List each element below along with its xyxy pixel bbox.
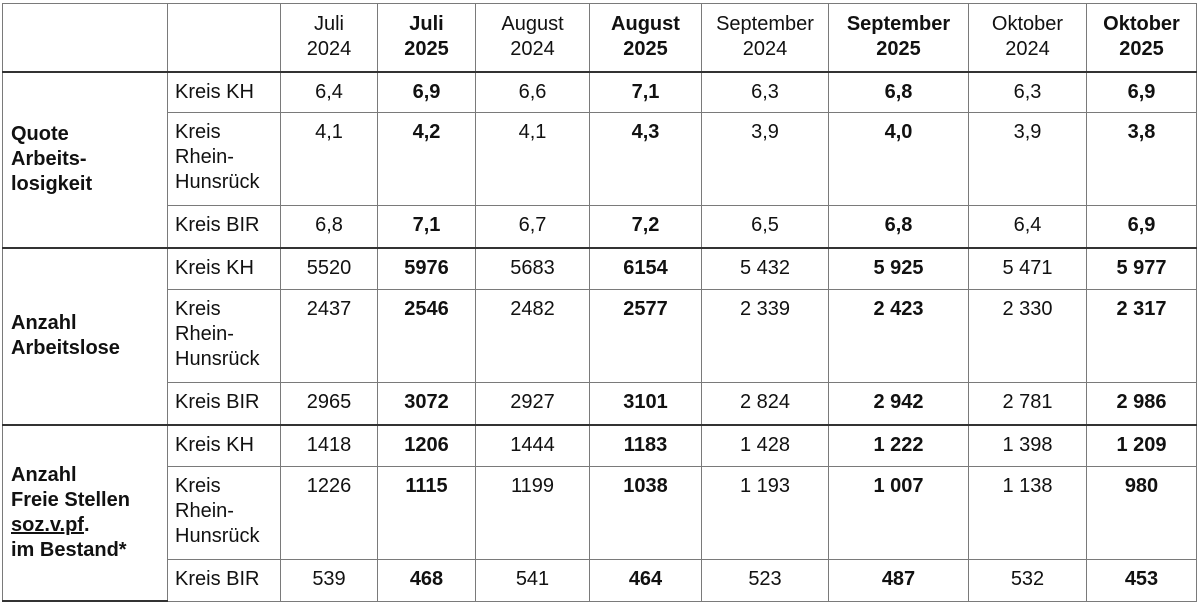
header-row [3,4,1197,72]
value-cell: 4,1 [476,113,590,206]
value-cell: 5 977 [1087,248,1197,290]
value-cell: 6,9 [378,72,476,113]
col-header-august-2024: August 2024 [476,4,590,72]
table-row [3,113,1197,206]
value-cell: 2 317 [1087,290,1197,383]
value-cell: 5683 [476,248,590,290]
col-header-juli-2025: Juli 2025 [378,4,476,72]
table-row [3,383,1197,425]
value-cell: 2 330 [969,290,1087,383]
region-cell: Kreis Rhein- Hunsrück [168,113,281,206]
table-row [3,248,1197,290]
value-cell: 464 [590,560,702,601]
value-cell: 1 398 [969,425,1087,467]
value-cell: 1 138 [969,467,1087,560]
region-cell: Kreis Rhein- Hunsrück [168,467,281,560]
value-cell: 6,8 [829,206,969,248]
value-cell: 4,0 [829,113,969,206]
value-cell: 1226 [281,467,378,560]
value-cell: 6,3 [969,72,1087,113]
value-cell: 5 471 [969,248,1087,290]
value-cell: 1038 [590,467,702,560]
col-header-september-2024: September 2024 [702,4,829,72]
col-header-oktober-2025: Oktober 2025 [1087,4,1197,72]
value-cell: 5976 [378,248,476,290]
value-cell: 2437 [281,290,378,383]
region-cell: Kreis KH [168,425,281,467]
value-cell: 453 [1087,560,1197,601]
table-row [3,560,1197,601]
value-cell: 2546 [378,290,476,383]
region-cell: Kreis BIR [168,383,281,425]
value-cell: 468 [378,560,476,601]
table-row [3,206,1197,248]
region-cell: Kreis KH [168,72,281,113]
value-cell: 980 [1087,467,1197,560]
group-label-anzahl-arbeitslose: Anzahl Arbeitslose [3,248,168,425]
value-cell: 5520 [281,248,378,290]
value-cell: 3,8 [1087,113,1197,206]
region-cell: Kreis Rhein- Hunsrück [168,290,281,383]
region-cell: Kreis BIR [168,206,281,248]
region-header-cell [168,4,281,72]
value-cell: 1115 [378,467,476,560]
value-cell: 7,2 [590,206,702,248]
value-cell: 6,9 [1087,206,1197,248]
value-cell: 2 423 [829,290,969,383]
value-cell: 2965 [281,383,378,425]
value-cell: 4,1 [281,113,378,206]
value-cell: 3101 [590,383,702,425]
value-cell: 4,3 [590,113,702,206]
group-label-quote-arbeitslosigkeit: Quote Arbeits- losigkeit [3,72,168,248]
value-cell: 6,4 [969,206,1087,248]
value-cell: 6,3 [702,72,829,113]
col-header-oktober-2024: Oktober 2024 [969,4,1087,72]
value-cell: 487 [829,560,969,601]
group-label-anzahl-freie-stellen: Anzahl Freie Stellen soz.v.pf. im Bestand* [3,425,168,601]
value-cell: 6154 [590,248,702,290]
value-cell: 7,1 [590,72,702,113]
value-cell: 6,7 [476,206,590,248]
value-cell: 539 [281,560,378,601]
value-cell: 6,5 [702,206,829,248]
value-cell: 5 925 [829,248,969,290]
value-cell: 1206 [378,425,476,467]
value-cell: 1418 [281,425,378,467]
table-row [3,467,1197,560]
value-cell: 6,8 [829,72,969,113]
col-header-juli-2024: Juli 2024 [281,4,378,72]
value-cell: 6,6 [476,72,590,113]
col-header-august-2025: August 2025 [590,4,702,72]
value-cell: 1199 [476,467,590,560]
value-cell: 1 428 [702,425,829,467]
value-cell: 3072 [378,383,476,425]
value-cell: 2 986 [1087,383,1197,425]
value-cell: 2 942 [829,383,969,425]
value-cell: 1 209 [1087,425,1197,467]
table-row [3,290,1197,383]
table-row [3,425,1197,467]
value-cell: 5 432 [702,248,829,290]
value-cell: 6,9 [1087,72,1197,113]
corner-cell [3,4,168,72]
region-cell: Kreis KH [168,248,281,290]
value-cell: 532 [969,560,1087,601]
value-cell: 2 824 [702,383,829,425]
col-header-september-2025: September 2025 [829,4,969,72]
region-cell: Kreis BIR [168,560,281,601]
value-cell: 3,9 [969,113,1087,206]
value-cell: 523 [702,560,829,601]
value-cell: 2577 [590,290,702,383]
value-cell: 6,4 [281,72,378,113]
value-cell: 1 007 [829,467,969,560]
value-cell: 2 781 [969,383,1087,425]
value-cell: 1444 [476,425,590,467]
value-cell: 541 [476,560,590,601]
value-cell: 3,9 [702,113,829,206]
value-cell: 6,8 [281,206,378,248]
value-cell: 4,2 [378,113,476,206]
value-cell: 2927 [476,383,590,425]
statistics-table [2,3,1197,602]
value-cell: 2 339 [702,290,829,383]
value-cell: 1 193 [702,467,829,560]
table-row [3,72,1197,113]
value-cell: 7,1 [378,206,476,248]
value-cell: 1183 [590,425,702,467]
value-cell: 2482 [476,290,590,383]
value-cell: 1 222 [829,425,969,467]
